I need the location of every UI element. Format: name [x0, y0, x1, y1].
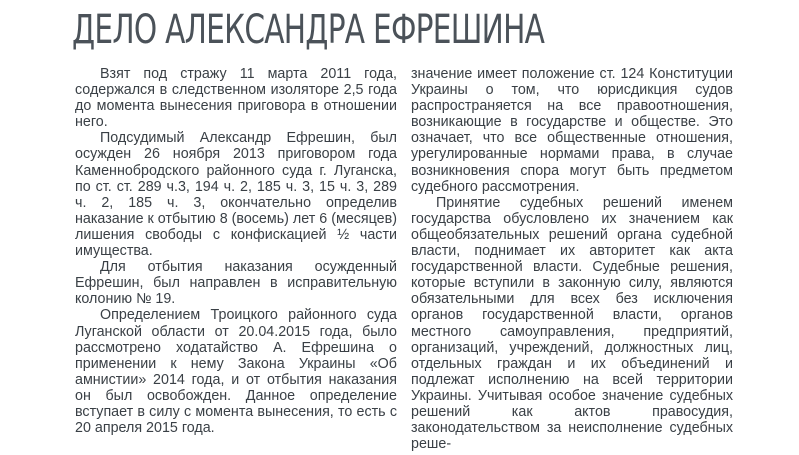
- article-headline: ДЕЛО АЛЕКСАНДРА ЕФРЕШИНА: [72, 7, 545, 53]
- article-column-left: [75, 66, 397, 436]
- paragraph-court-decisions: Принятие судебных решений именем государства обусловлено их значением как общеобязательных решений органа судебной власти, поднимает их авторитет как акта государственной власти. Судебные решения, которые вступили в законную силу, являются обязательными для всех без исключения органов государственной власти, органов местного самоуправления, предприятий, организаций, учреждений, должностных лиц, отдельных граждан и их объединений и подлежат исполнению на всей территории Украины. Учитывая особое значение судебных решений как актов правосудия, законодательством за неисполнение судебных реше-: [411, 194, 733, 453]
- paragraph-constitution: значение имеет положение ст. 124 Конституции Украины о том, что юрисдикция судов распространяется на все правоотношения, возникающие в государстве и обществе. Это означает, что все общественные отношения, урегулированные нормами права, в случае возникновения спора могут быть предметом судебного рассмотрения.: [411, 66, 733, 195]
- paragraph-colony: Для отбытия наказания осужденный Ефрешин, был направлен в исправительную колонию № 19.: [75, 259, 397, 308]
- paragraph-sentence: Подсудимый Александр Ефрешин, был осужден 26 ноября 2013 приговором года Каменнобродского районного суда г. Луганска, по ст. ст. 289 ч.3, 194 ч. 2, 185 ч. 3, 15 ч. 3, 289 ч. 2, 185 ч. 3, окончательно определив наказание к отбытию 8 (восемь) лет 6 (месяцев) лишения свободы с конфискацией ½ части имущества.: [75, 130, 397, 260]
- paragraph-amnesty: Определением Троицкого районного суда Луганской области от 20.04.2015 года, было рассмотрено ходатайство А. Ефрешина о применении к нему Закона Украины «Об амнистии» 2014 года, и от отбытия наказания он был освобожден. Данное определение вступает в силу с момента вынесения, то есть с 20 апреля 2015 года.: [75, 307, 397, 437]
- article-column-right: [411, 66, 733, 452]
- paragraph-arrest: Взят под стражу 11 марта 2011 года, содержался в следственном изоляторе 2,5 года до момента вынесения приговора в отношении него.: [75, 66, 397, 131]
